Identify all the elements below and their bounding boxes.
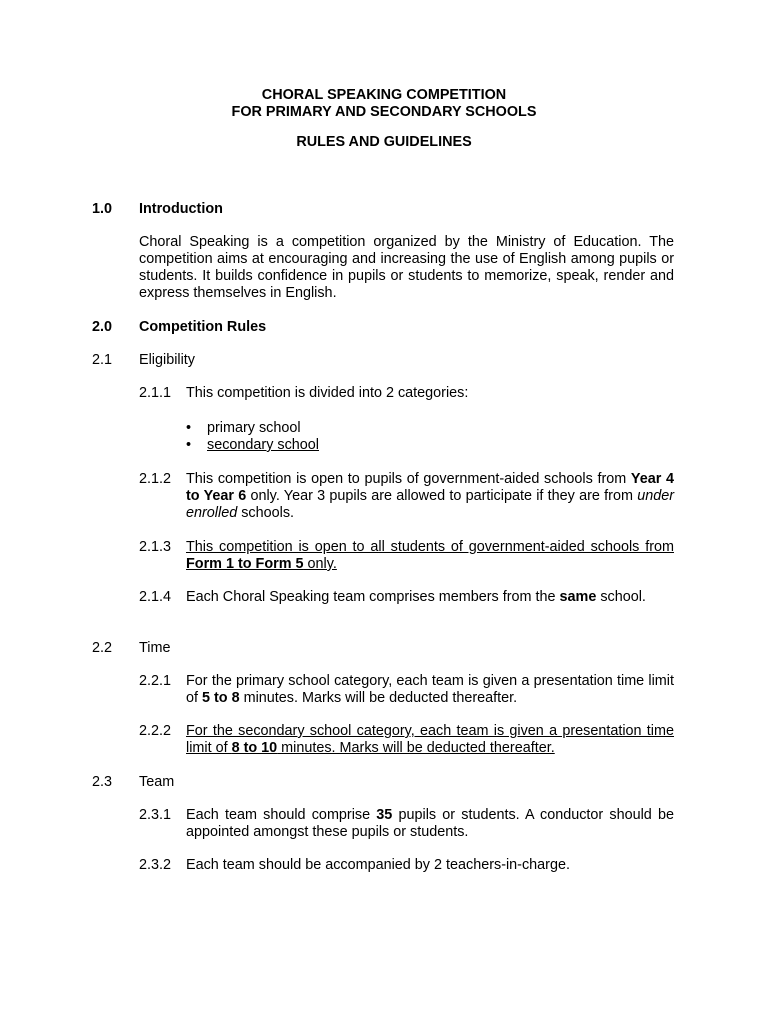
section-heading-introduction: Introduction [139, 201, 223, 217]
list-item [186, 437, 319, 454]
rule-2-2-1 [139, 673, 674, 707]
rule-text: For the secondary school category, each team is given a presentation time limit of 8 to 10 minutes. Marks will be deducted thereafter. [186, 723, 674, 756]
emphasis-years: Year 4 to Year 6 [186, 471, 674, 504]
rule-2-3-2 [139, 857, 674, 874]
subsection-number: 2.3 [92, 774, 113, 790]
document-title-line-2: FOR PRIMARY AND SECONDARY SCHOOLS [231, 104, 537, 120]
rule-number: 2.3.2 [139, 857, 172, 873]
emphasis-team-size: 35 [376, 807, 393, 823]
rule-text: Each team should comprise 35 pupils or students. A conductor should be appointed amongst these pupils or students. [186, 807, 674, 840]
rule-number: 2.1.1 [139, 385, 172, 401]
subsection-number: 2.1 [92, 352, 113, 368]
rule-2-1-1 [139, 385, 674, 402]
bullet-marker: • [186, 437, 192, 453]
rule-2-1-4 [139, 589, 674, 606]
rule-text: This competition is open to pupils of government-aided schools from Year 4 to Year 6 only. Year 3 pupils are allowed to participate if they are from under enrolled schools. [186, 471, 674, 521]
emphasis-time-secondary: 8 to 10 [231, 740, 278, 756]
rule-text: This competition is divided into 2 categories: [186, 385, 469, 401]
rule-number: 2.2.1 [139, 673, 172, 689]
rule-text: Each Choral Speaking team comprises members from the same school. [186, 589, 646, 605]
rule-number: 2.2.2 [139, 723, 172, 739]
rule-2-3-1 [139, 807, 674, 841]
emphasis-forms: Form 1 to Form 5 [186, 556, 304, 572]
subsection-heading-team: Team [139, 774, 175, 790]
subsection-heading-eligibility: Eligibility [139, 352, 195, 368]
document-title-line-1: CHORAL SPEAKING COMPETITION [261, 87, 507, 103]
category-list [186, 420, 319, 454]
rule-number: 2.1.4 [139, 589, 172, 605]
rule-number: 2.1.2 [139, 471, 172, 487]
document-subtitle: RULES AND GUIDELINES [296, 134, 472, 150]
rule-number: 2.3.1 [139, 807, 172, 823]
category-primary: primary school [207, 420, 301, 436]
section-heading-competition-rules: Competition Rules [139, 319, 267, 335]
category-secondary: secondary school [207, 437, 319, 453]
rule-2-1-3 [139, 539, 674, 573]
rule-2-2-2 [139, 723, 674, 757]
emphasis-same: same [559, 589, 597, 605]
section-number: 2.0 [92, 319, 113, 335]
introduction-paragraph: Choral Speaking is a competition organized by the Ministry of Education. The competition aims at encouraging and increasing the use of English among pupils or students. It builds confidence in pupils or students to memorize, speak, render and express themselves in English. [139, 234, 674, 301]
list-item [186, 420, 319, 437]
rule-text: This competition is open to all students of government-aided schools from Form 1 to Form 5 only. [186, 539, 674, 572]
rule-2-1-2 [139, 471, 674, 522]
subsection-number: 2.2 [92, 640, 113, 656]
emphasis-under-enrolled: under enrolled [186, 488, 674, 521]
rule-text: For the primary school category, each team is given a presentation time limit of 5 to 8 minutes. Marks will be deducted thereafter. [186, 673, 674, 706]
bullet-marker: • [186, 420, 192, 436]
section-number: 1.0 [92, 201, 113, 217]
emphasis-time-primary: 5 to 8 [202, 690, 240, 706]
rule-text: Each team should be accompanied by 2 teachers-in-charge. [186, 857, 570, 873]
rule-number: 2.1.3 [139, 539, 172, 555]
subsection-heading-time: Time [139, 640, 171, 656]
